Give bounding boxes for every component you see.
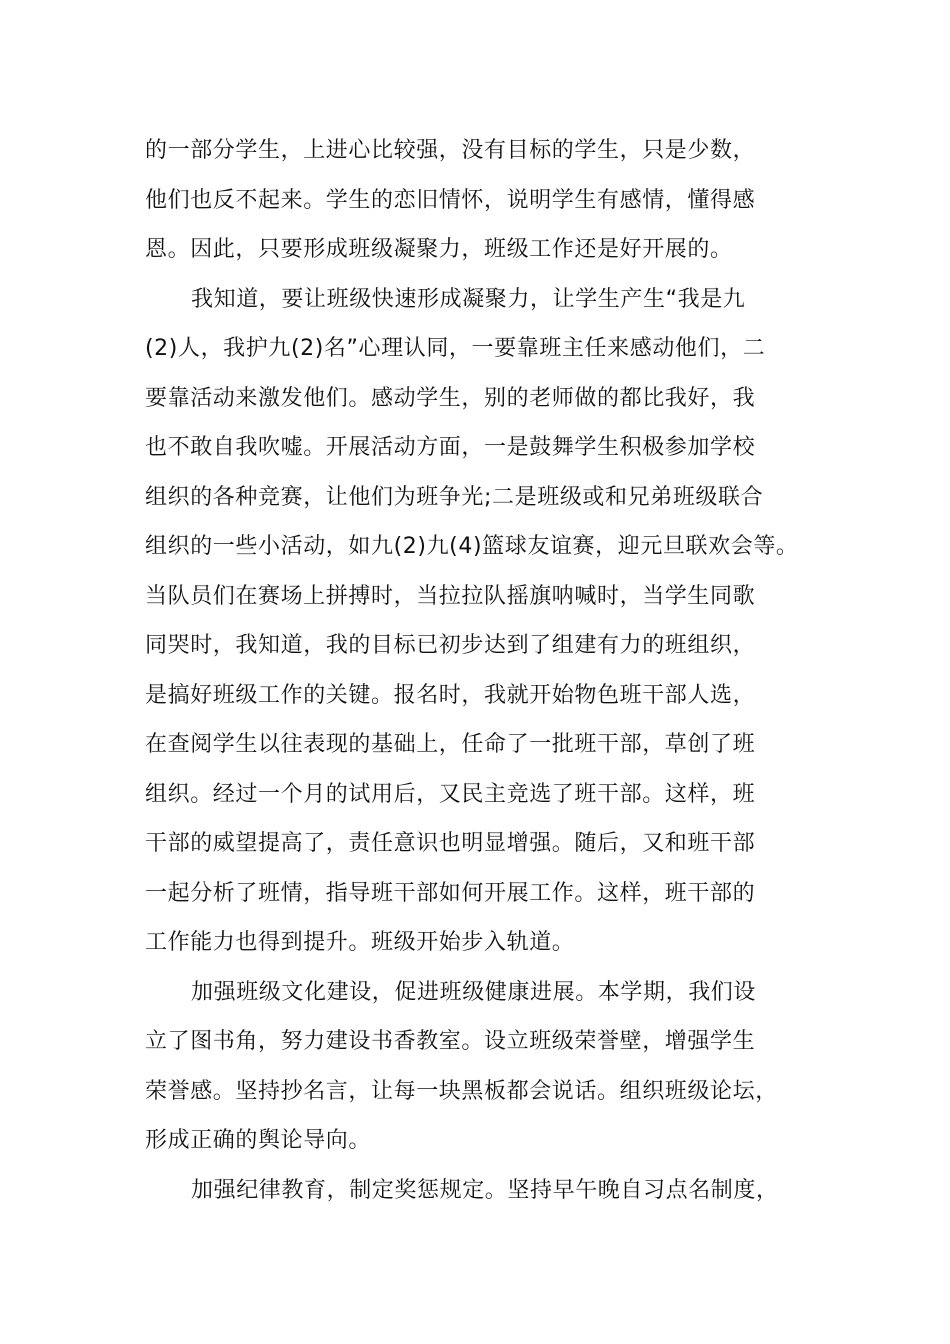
text-line: 的一部分学生，上进心比较强，没有目标的学生，只是少数， xyxy=(145,138,756,163)
text-line: 干部的威望提高了，责任意识也明显增强。随后，又和班干部 xyxy=(145,831,756,856)
text-line: 也不敢自我吹嘘。开展活动方面，一是鼓舞学生积极参加学校 xyxy=(145,435,756,460)
text-line: 荣誉感。坚持抄名言，让每一块黑板都会说话。组织班级论坛， xyxy=(145,1078,778,1104)
paragraph-first-line: 我知道，要让班级快速形成凝聚力，让学生产生“我是九 xyxy=(191,286,746,312)
text-line: 在查阅学生以往表现的基础上，任命了一批班干部，草创了班 xyxy=(145,732,756,757)
text-line: 他们也反不起来。学生的恋旧情怀，说明学生有感情，懂得感 xyxy=(145,187,756,213)
text-line: 是搞好班级工作的关键。报名时，我就开始物色班干部人选， xyxy=(145,682,756,708)
text-line: 组织的一些小活动，如九(2)九(4)篮球友谊赛，迎元旦联欢会等。 xyxy=(145,534,799,559)
text-line: 当队员们在赛场上拼搏时，当拉拉队摇旗呐喊时，当学生同歌 xyxy=(145,583,756,609)
paragraph-first-line: 加强班级文化建设，促进班级健康进展。本学期，我们设 xyxy=(191,979,757,1005)
text-line: 组织的各种竞赛，让他们为班争光;二是班级或和兄弟班级联合 xyxy=(145,484,764,510)
text-line: 工作能力也得到提升。班级开始步入轨道。 xyxy=(145,930,575,955)
document-body xyxy=(145,126,825,1215)
text-line: 组织。经过一个月的试用后，又民主竞选了班干部。这样，班 xyxy=(145,781,756,807)
text-line: 恩。因此，只要形成班级凝聚力，班级工作还是好开展的。 xyxy=(145,237,733,262)
text-line: 形成正确的舆论导向。 xyxy=(145,1128,372,1153)
text-line: 要靠活动来激发他们。感动学生，别的老师做的都比我好，我 xyxy=(145,385,756,411)
text-line: 同哭时，我知道，我的目标已初步达到了组建有力的班组织， xyxy=(145,633,756,658)
text-line: (2)人，我护九(2)名”心理认同，一要靠班主任来感动他们，二 xyxy=(145,336,766,361)
text-line: 一起分析了班情，指导班干部如何开展工作。这样，班干部的 xyxy=(145,880,756,906)
text-line: 立了图书角，努力建设书香教室。设立班级荣誉壁，增强学生 xyxy=(145,1029,756,1054)
paragraph-first-line: 加强纪律教育，制定奖惩规定。坚持早午晚自习点名制度， xyxy=(191,1177,779,1203)
